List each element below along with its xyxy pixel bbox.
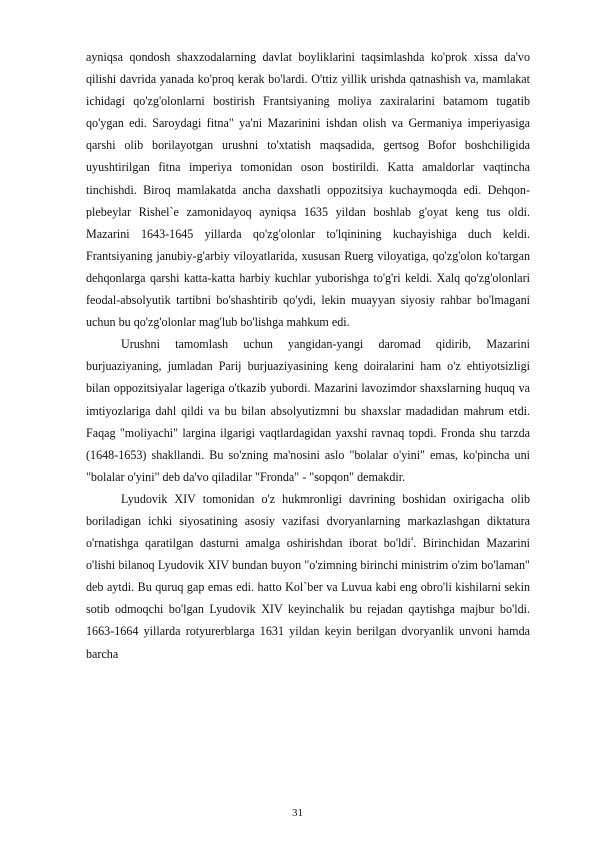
page-number: 31 xyxy=(292,807,303,819)
paragraph-3 xyxy=(86,488,530,665)
paragraph-3-text-end: . Birinchidan Mazarini o'lishi bilanoq Lyudovik XIV bundan buyon "o'zimning birinchi ministrim o'zim bo'laman" deb aytdi. Bu quruq gap emas edi. hatto Kol`ber va Luvua kabi eng obro'li kishilarni sekin sotib odmoqchi bo'lgan Lyudovik XIV keyinchalik bu rejadan qaytishga majbur bo'ldi. 1663-1664 yillarda rotyurerblarga 1631 yildan keyin berilgan dvoryanlik unvoni hamda barcha xyxy=(86,536,530,661)
paragraph-1: ayniqsa qondosh shaxzodalarning davlat boyliklarini taqsimlashda ko'prok xissa da'vo qilishi davrida yanada ko'proq kerak bo'lardi. O'ttiz yillik urishda qatnashish va, mamlakat ichidagi qo'zg'olonlarni bostirish Frantsiyaning moliya zaxiralarini batamom tugatib qo'ygan edi. Saroydagi fitna" ya'ni Mazarinini ishdan olish va Germaniya imperiyasiga qarshi olib borilayotgan urushni to'xtatish maqsadida, gertsog Bofor boshchiligida uyushtirilgan fitna imperiya tomonidan oson bostirildi. Katta amaldorlar vaqtincha tinchishdi. Biroq mamlakatda ancha daxshatli oppozitsiya kuchaymoqda edi. Dehqon-plebeylar Rishel`e zamonidayoq ayniqsa 1635 yildan boshlab g'oyat keng tus oldi. Mazarini 1643-1645 yillarda qo'zg'olonlar to'lqinining kuchayishiga duch keldi. Frantsiyaning janubiy-g'arbiy viloyatlarida, xususan Ruerg viloyatiga, qo'zg'olon ko'targan dehqonlarga qarshi katta-katta harbiy kuchlar yuborishga to'g'ri keldi. Xalq qo'zg'olonlari feodal-absolyutik tartibni bo'shashtirib qo'ydi, lekin muayyan siyosiy rahbar bo'lmagani uchun bu qo'zg'olonlar mag'lub bo'lishga mahkum edi. xyxy=(86,50,530,330)
paragraph-3-text-start: Lyudovik XIV tomonidan o'z hukmronligi davrining boshidan oxirigacha olib boriladigan ichki siyosatining asosiy vazifasi dvoryanlarning markazlashgan diktatura o'rnatishga qaratilgan dasturni amalga oshirishdan iborat bo'ldi xyxy=(86,491,530,551)
footnote-marker[interactable]: ⁴ xyxy=(410,536,414,545)
document-body xyxy=(86,46,530,665)
paragraph-2: Urushni tamomlash uchun yangidan-yangi daromad qidirib, Mazarini burjuaziyaning, jumladan Parij burjuaziyasining keng doiralarini ham o'z ehtiyotsizligi bilan oppozitsiyalar lageriga o'tkazib yubordi. Mazarini lavozimdor shaxslarning huquq va imtiyozlariga dahl qildi va bu bilan absolyutizmni bu shaxslar madadidan mahrum etdi. Faqag "moliyachi" largina ilgarigi vaqtlardagidan yaxshi ravnaq topdi. Fronda shu tarzda (1648-1653) shakllandi. Bu so'zning ma'nosini aslo "bolalar o'yini" emas, ko'pincha uni "bolalar o'yini" deb da'vo qiladilar "Fronda" - "sopqon" demakdir. xyxy=(86,337,530,484)
